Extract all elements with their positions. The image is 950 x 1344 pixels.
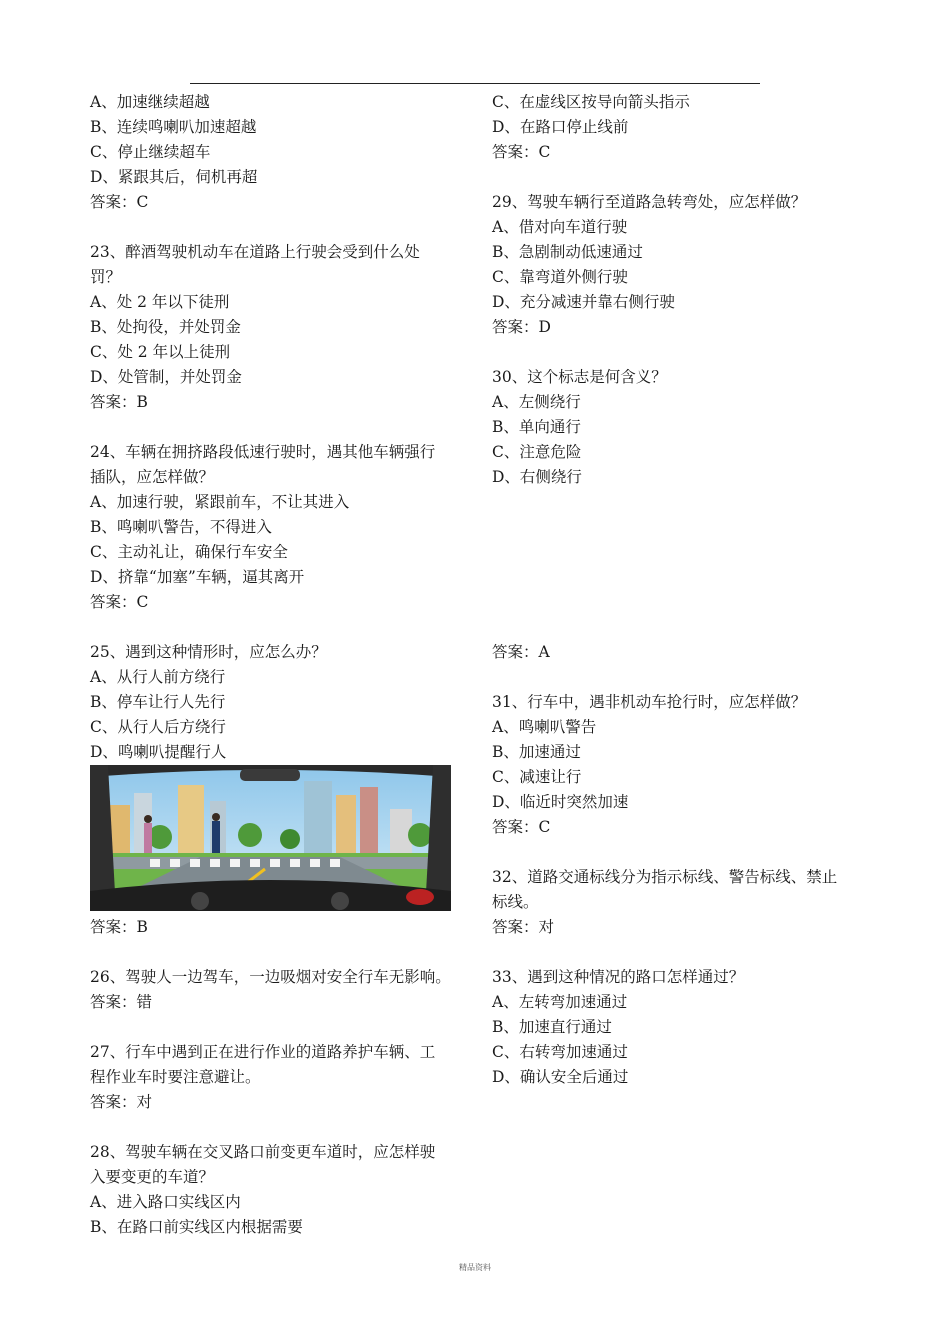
text-line: B、在路口前实线区内根据需要 (90, 1218, 303, 1236)
block-gap (90, 1115, 470, 1140)
text-line: D、处管制，并处罚金 (90, 368, 242, 386)
text-line: D、确认安全后通过 (492, 1068, 629, 1086)
left-column (90, 90, 470, 1240)
text-line: A、左侧绕行 (492, 393, 581, 411)
block-gap (492, 840, 872, 865)
text-line: 33、遇到这种情况的路口怎样通过？ (492, 968, 745, 986)
text-line: 标线。 (492, 893, 539, 911)
text-line: 25、遇到这种情形时，应怎么办？ (90, 643, 327, 661)
text-line: 26、驾驶人一边驾车，一边吸烟对安全行车无影响。 (90, 968, 451, 986)
text-line: A、借对向车道行驶 (492, 218, 628, 236)
text-line: 答案：D (492, 318, 551, 336)
text-line: B、加速直行通过 (492, 1018, 612, 1036)
text-line: A、处 2 年以下徒刑 (90, 293, 230, 311)
text-line: 31、行车中，遇非机动车抢行时，应怎样做？ (492, 693, 807, 711)
text-line: D、临近时突然加速 (492, 793, 629, 811)
text-line: A、左转弯加速通过 (492, 993, 628, 1011)
text-line: A、鸣喇叭警告 (492, 718, 597, 736)
text-line: 答案：B (90, 393, 148, 411)
text-line: 28、驾驶车辆在交叉路口前变更车道时，应怎样驶 (90, 1143, 436, 1161)
intersection-pedestrians-photo (90, 765, 451, 911)
text-line: 答案：C (90, 193, 149, 211)
block-gap (492, 340, 872, 365)
text-line: 24、车辆在拥挤路段低速行驶时，遇其他车辆强行 (90, 443, 436, 461)
text-line: 答案：C (90, 593, 149, 611)
block-gap (90, 1015, 470, 1040)
text-line: B、处拘役，并处罚金 (90, 318, 241, 336)
text-line: D、挤靠“加塞”车辆，逼其离开 (90, 568, 305, 586)
sign-image-space (492, 490, 872, 640)
text-line: C、靠弯道外侧行驶 (492, 268, 628, 286)
text-line: B、鸣喇叭警告，不得进入 (90, 518, 272, 536)
text-line: C、右转弯加速通过 (492, 1043, 628, 1061)
block-gap (90, 940, 470, 965)
text-line: A、加速行驶，紧跟前车，不让其进入 (90, 493, 350, 511)
text-line: 罚？ (90, 268, 122, 286)
text-line: D、充分减速并靠右侧行驶 (492, 293, 675, 311)
text-line: C、从行人后方绕行 (90, 718, 226, 736)
page-footer: 精品资料 (459, 1263, 491, 1272)
text-line: A、加速继续超越 (90, 93, 210, 111)
text-line: 答案：对 (492, 918, 555, 936)
block-gap (90, 415, 470, 440)
text-line: D、鸣喇叭提醒行人 (90, 743, 227, 761)
block-gap (90, 615, 470, 640)
text-line: 27、行车中遇到正在进行作业的道路养护车辆、工 (90, 1043, 436, 1061)
text-line: D、紧跟其后，伺机再超 (90, 168, 258, 186)
text-line: 答案：对 (90, 1093, 153, 1111)
text-line: A、从行人前方绕行 (90, 668, 226, 686)
text-line: 入要变更的车道？ (90, 1168, 215, 1186)
text-line: 答案：错 (90, 993, 153, 1011)
text-line: A、进入路口实线区内 (90, 1193, 241, 1211)
text-line: 30、这个标志是何含义？ (492, 368, 667, 386)
text-line: C、处 2 年以上徒刑 (90, 343, 231, 361)
text-line: C、主动礼让，确保行车安全 (90, 543, 288, 561)
text-line: D、在路口停止线前 (492, 118, 629, 136)
text-line: 插队，应怎样做？ (90, 468, 215, 486)
text-line: B、停车让行人先行 (90, 693, 226, 711)
text-line: B、单向通行 (492, 418, 581, 436)
text-line: C、减速让行 (492, 768, 582, 786)
text-line: C、注意危险 (492, 443, 582, 461)
header-rule (190, 83, 760, 84)
text-line: B、加速通过 (492, 743, 581, 761)
text-line: 程作业车时要注意避让。 (90, 1068, 261, 1086)
text-line: D、右侧绕行 (492, 468, 582, 486)
text-line: 答案：A (492, 643, 550, 661)
text-line: 答案：C (492, 818, 551, 836)
text-line: 答案：B (90, 918, 148, 936)
text-line: 29、驾驶车辆行至道路急转弯处，应怎样做？ (492, 193, 807, 211)
block-gap (492, 165, 872, 190)
text-line: 23、醉酒驾驶机动车在道路上行驶会受到什么处 (90, 243, 420, 261)
right-column (492, 90, 872, 1090)
block-gap (90, 215, 470, 240)
block-gap (492, 940, 872, 965)
text-line: B、连续鸣喇叭加速超越 (90, 118, 257, 136)
text-line: C、停止继续超车 (90, 143, 211, 161)
text-line: C、在虚线区按导向箭头指示 (492, 93, 690, 111)
block-gap (492, 665, 872, 690)
text-line: 答案：C (492, 143, 551, 161)
text-line: 32、道路交通标线分为指示标线、警告标线、禁止 (492, 868, 838, 886)
text-line: B、急剧制动低速通过 (492, 243, 643, 261)
